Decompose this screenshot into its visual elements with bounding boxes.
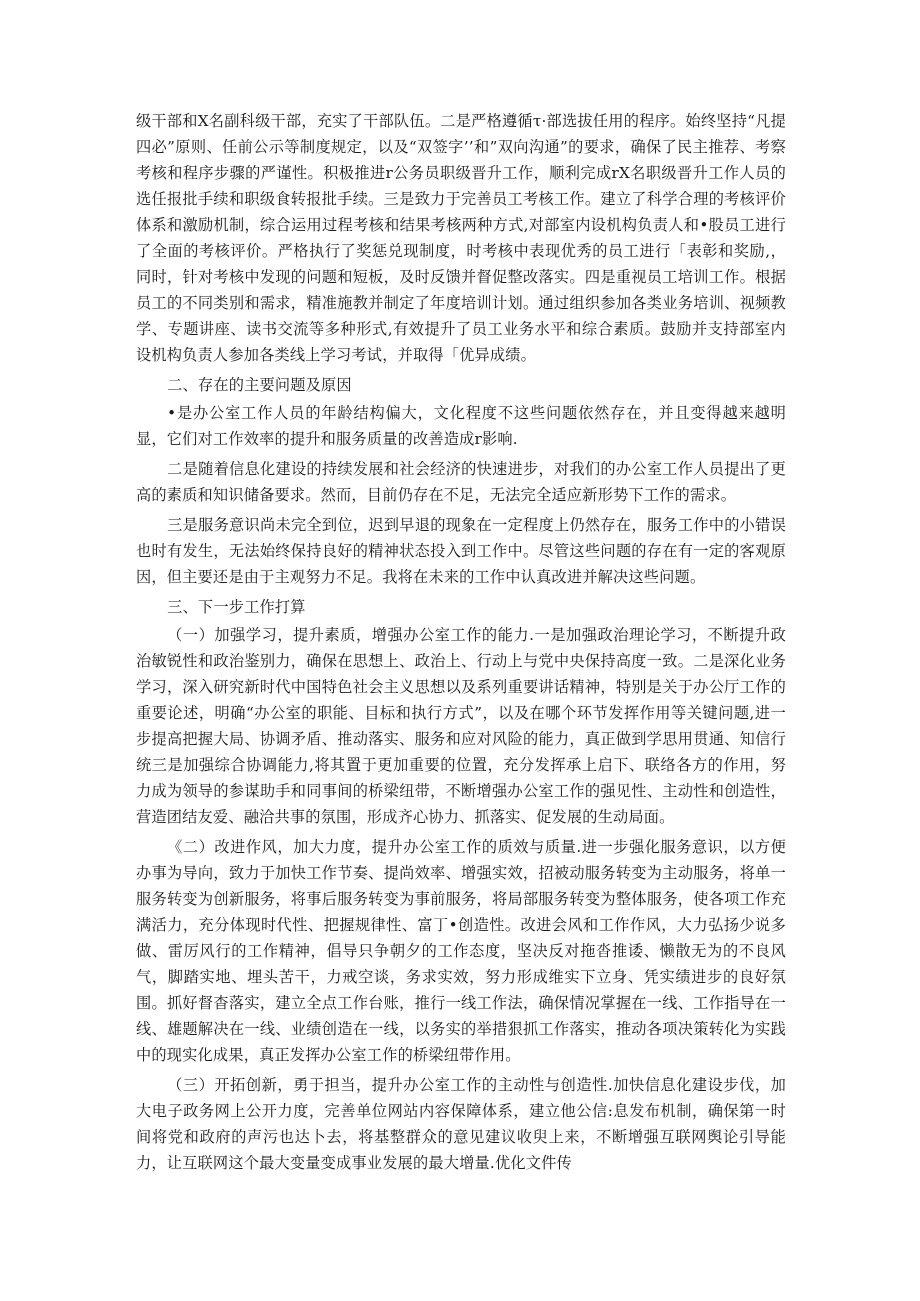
paragraph-plan-one: （一）加强学习，提升素质，增强办公室工作的能力.一是加强政治理论学习，不断提升政治敏锐性和政治鉴别力，确保在思想上、政治上、行动上与党中央保持高度一致。二是深化业务学习，深入研究新时代中国特色社会主义思想以及系列重要讲话精神，特别是关于办公厅工作的重要论述，明确“办公室的职能、目标和执行方式”，以及在哪个环节发挥作用等关键问题,进一步提高把握大局、协调矛盾、推动落实、服务和应对风险的能力，真正做到学思用贯通、知信行统三是加强综合协调能力,将其置于更加重要的位置，充分发挥承上启下、联络各方的作用，努力成为领导的参谋助手和同事间的桥梁纽带，不断增强办公室工作的强见性、主动性和创造性，营造团结友爱、融洽共事的氛围，形成齐心协力、抓落实、促发展的生动局面。	[136, 626, 786, 826]
paragraph-plan-two: 《二）改进作风，加大力度，提升办公室工作的质效与质量.进一步强化服务意识，以方便办事为导向，致力于加快工作节奏、提尚效率、增强实效，招被动服务转变为主动服务，将单一服务转变为创新服务，将事后服务转变为事前服务，将局部服务转变为整体服务，使各项工作充满活力，充分体现时代性、把握规律性、富丁•创造性。改进会风和工作作风，大力弘扬少说多做、雷厉风行的工作精神，倡导只争朝夕的工作态度，坚决反对拖沓推诿、懒散无为的不良风气，脚踏实地、埋头苦干，力戒空谈，务求实效，努力形成维实下立身、凭实绩进步的良好氛围。抓好督杳落实，建立全点工作台账，推行一线工作法，确保情况掌握在一线、工作指导在一线、雄题解决在一线、业绩创造在一线，以务实的举措狠抓工作落实，推动各项决策转化为实践中的现实化成果，真正发挥办公室工作的桥梁纽带作用。	[136, 838, 786, 1064]
document-page	[136, 108, 786, 1180]
paragraph-plan-three: （三）开拓创新，勇于担当，提升办公室工作的主动性与创造性.加快信息化建设步伐，加大电子政务网上公开力度，完善单位网站内容保障体系，建立他公信:息发布机制，确保第一时间将党和政府的声污也达卜去，将基整群众的意见建议收臾上来，不断增强互联网舆论引导能力，让互联网这个最大变量变成事业发展的最大增量.优化文件传	[136, 1076, 786, 1172]
paragraph-cadre-work: 级干部和X名副科级干部，充实了干部队伍。二是严格遵循τ·部选拔任用的程序。始终坚持“凡提四必”原则、任前公示等制度规定，以及“双签字’’和”双向沟通”的要求，确保了民主推荐、考察考核和程序步骤的严谨性。积极推进r公务员职级晋升工作，顺利完成rX名职级晋升工作人员的选任报批手续和职级食转报批手续。三是致力于完善员工考核工作。建立了科学合理的考核评价体系和激励机制，综合运用过程考核和结果考核两种方式,对部室内设机构负责人和•股员工进行了全面的考核评价。严格执行了奖惩兑现制度，时考核中表现优秀的员工进行「表彰和奖励,，同时，针对考核中发现的问题和短板，及时反馈并督促整改落实。四是重视员工培训工作。根据员工的不同类别和需求，精准施教并制定了年度培训计划。通过组织参加各类业务培训、视频教学、专题讲座、读书交流等多种形式,有效提升了员工业务水平和综合素质。鼓励并支持部室内设机构负责人参加各类线上学习考试，并取得「优异成绩。	[136, 112, 786, 364]
section-heading-next-steps: 三、下一步工作打算	[167, 598, 306, 616]
paragraph-problem-one: •是办公室工作人员的年龄结构偏大，文化程度不这些问题依然存在，并且变得越来越明显，它们对工作效率的提升和服务质量的改善造成r影响.	[136, 404, 786, 448]
section-heading-problems: 二、存在的主要问题及原因	[167, 376, 352, 394]
paragraph-problem-two: 二是随着信息化建设的持续发展和社会经济的快速进步，对我们的办公室工作人员提出了更高的素质和知识储备要求。然而，目前仍存在不足，无法完全适应新形势下工作的需求。	[136, 460, 786, 504]
paragraph-problem-three: 三是服务意识尚未完全到位，迟到早退的现象在一定程度上仍然存在，服务工作中的小错误也时有发生，无法始终保持良好的精神状态投入到工作中。尽管这些问题的存在有一定的客观原因，但主要还是由于主观努力不足。我将在未来的工作中认真改进并解决这些问题。	[136, 516, 786, 586]
